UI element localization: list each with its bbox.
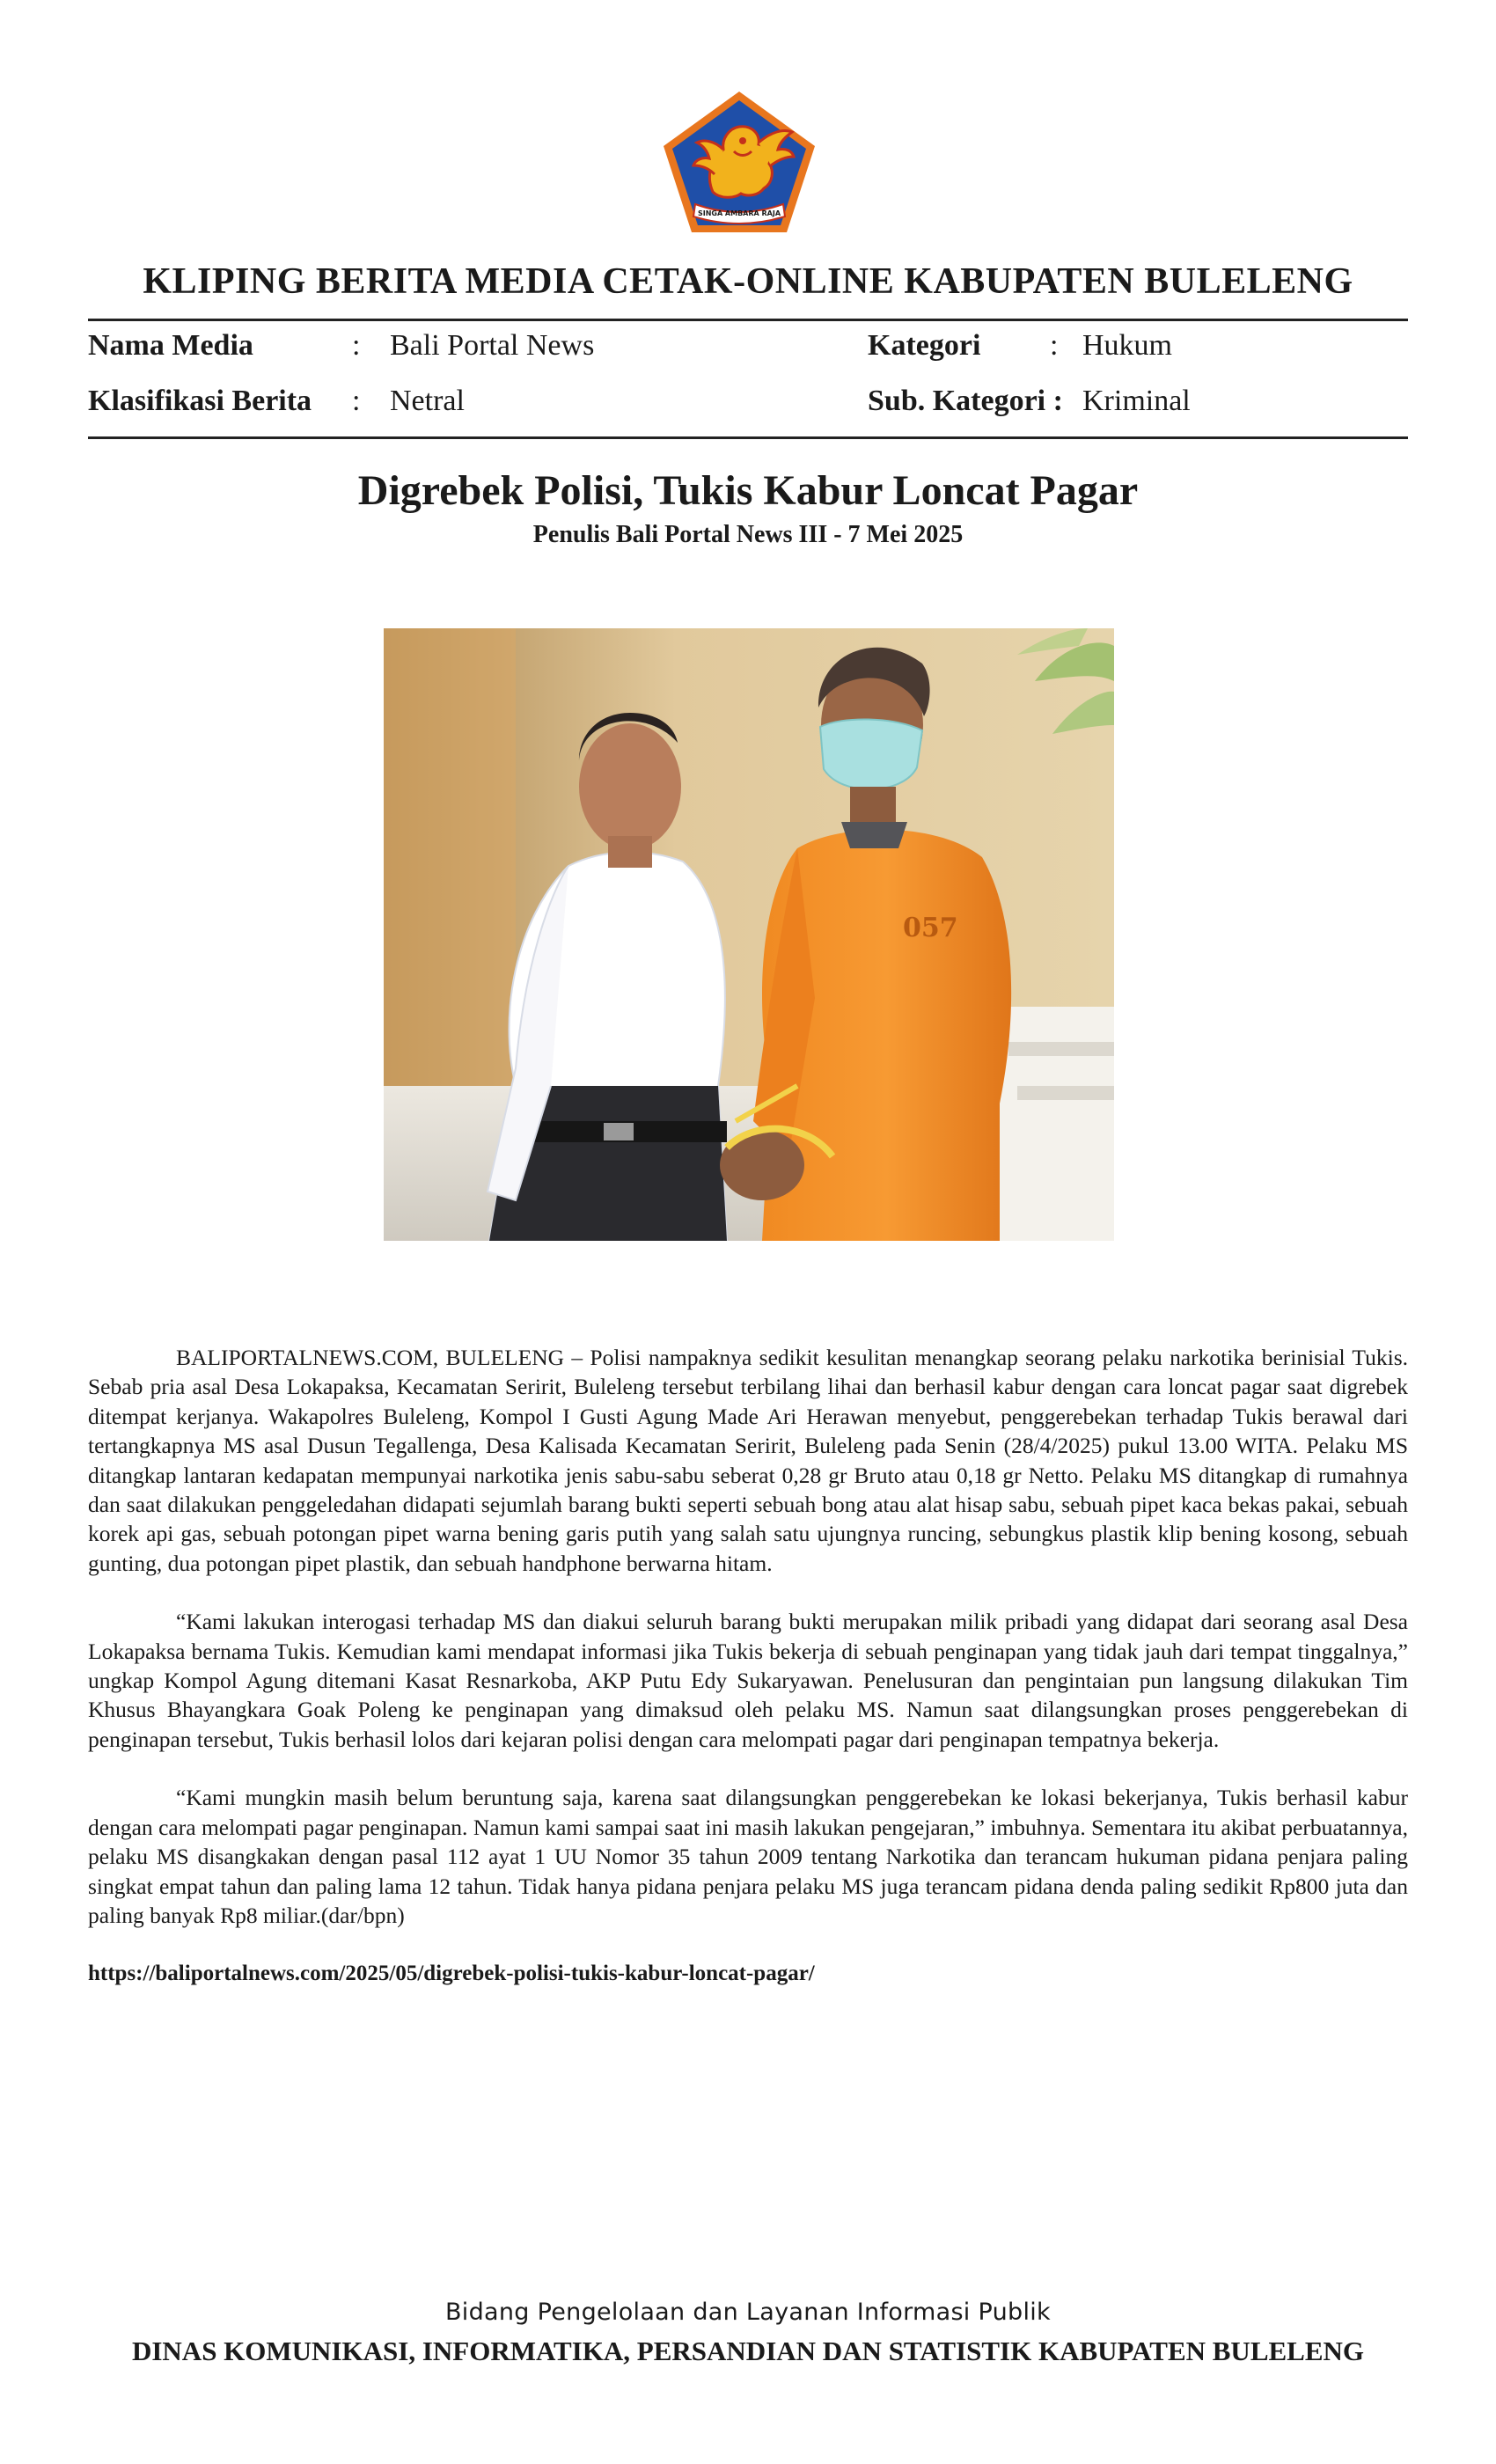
article-title: Digrebek Polisi, Tukis Kabur Loncat Pagar: [357, 467, 1139, 514]
header-divider-top: [88, 319, 1408, 321]
article-byline: Penulis Bali Portal News III - 7 Mei 2025: [532, 521, 964, 548]
klasifikasi-colon: :: [352, 385, 361, 417]
logo-motto-text: SINGA AMBARA RAJA: [697, 209, 781, 217]
suspect-shirt-number: 057: [903, 913, 958, 943]
article-source-link[interactable]: https://baliportalnews.com/2025/05/digrebek-polisi-tukis-kabur-loncat-pagar/: [88, 1962, 815, 1986]
kategori-label: Kategori: [868, 329, 981, 362]
footer-division: Bidang Pengelolaan dan Layanan Informasi Publik: [444, 2299, 1051, 2326]
sub-kategori-value: Kriminal: [1082, 385, 1191, 417]
buleleng-emblem-logo: [660, 88, 818, 236]
klasifikasi-label: Klasifikasi Berita: [88, 385, 312, 417]
nama-media-colon: :: [352, 329, 361, 362]
nama-media-value: Bali Portal News: [390, 329, 595, 362]
article-paragraph-1: BALIPORTALNEWS.COM, BULELENG – Polisi nampaknya sedikit kesulitan menangkap seorang pelaku narkotika berinisial Tukis. Sebab pria asal Desa Lokapaksa, Kecamatan Seririt, Buleleng tersebut terbilang lihai dan berhasil kabur dengan cara loncat pagar saat digrebek ditempat kerjanya. Wakapolres Buleleng, Kompol I Gusti Agung Made Ari Herawan menyebut, penggerebekan terhadap Tukis berawal dari tertangkapnya MS asal Dusun Tegallenga, Desa Kalisada Kecamatan Seririt, Buleleng pada Senin (28/4/2025) pukul 13.00 WITA. Pelaku MS ditangkap lantaran kedapatan mempunyai narkotika jenis sabu-sabu seberat 0,28 gr Bruto atau 0,18 gr Netto. Pelaku MS ditangkap di rumahnya dan saat dilakukan penggeledahan didapati sejumlah barang bukti seperti sebuah bong atau alat hisap sabu, sebuah pipet kaca bekas pakai, sebuah korek api gas, sebuah potongan pipet warna bening garis putih yang salah satu ujungnya runcing, sebungkus plastik klip bening kosong, sebuah gunting, dua potongan pipet plastik, dan sebuah handphone berwarna hitam.: [88, 1345, 1408, 1576]
article-paragraph-2: “Kami lakukan interogasi terhadap MS dan diakui seluruh barang bukti merupakan milik pribadi yang didapat dari seorang asal Desa Lokapaksa bernama Tukis. Kemudian kami mendapat informasi jika Tukis bekerja di sebuah penginapan yang tidak jauh dari tempat tinggalnya,” ungkap Kompol Agung ditemani Kasat Resnarkoba, AKP Putu Edy Sukaryawan. Penelusuran dan pengintaian pun langsung dilakukan Tim Khusus Bhayangkara Goak Poleng ke penginapan yang dimaksud oleh pelaku MS. Namun saat dilangsungkan proses penggerebekan di penginapan tersebut, Tukis berhasil lolos dari kejaran polisi dengan cara melompati pagar dari penginapan tempatnya bekerja.: [88, 1609, 1408, 1752]
header-divider-bottom: [88, 436, 1408, 439]
sub-kategori-label: Sub. Kategori :: [868, 385, 1063, 417]
kategori-colon: :: [1050, 329, 1059, 362]
document-header-title: KLIPING BERITA MEDIA CETAK-ONLINE KABUPATEN BULELENG: [143, 261, 1353, 302]
nama-media-label: Nama Media: [88, 329, 253, 362]
klasifikasi-value: Netral: [390, 385, 465, 417]
article-body: [88, 1343, 1408, 1989]
article-paragraph-3: “Kami mungkin masih belum beruntung saja, karena saat dilangsungkan penggerebekan ke lokasi bekerjanya, Tukis berhasil kabur dengan cara melompati pagar penginapan. Namun kami sampai saat ini masih lakukan pengejaran,” imbuhnya. Sementara itu akibat perbuatannya, pelaku MS disangkakan dengan pasal 112 ayat 1 UU Nomor 35 tahun 2009 tentang Narkotika dan terancam hukuman pidana penjara paling singkat empat tahun dan paling lama 12 tahun. Tidak hanya pidana penjara pelaku MS juga terancam pidana denda paling sedikit Rp800 juta dan paling banyak Rp8 miliar.(dar/bpn): [88, 1785, 1408, 1928]
article-photo: [384, 628, 1114, 1241]
footer-agency: DINAS KOMUNIKASI, INFORMATIKA, PERSANDIAN DAN STATISTIK KABUPATEN BULELENG: [131, 2336, 1365, 2366]
kategori-value: Hukum: [1082, 329, 1172, 362]
